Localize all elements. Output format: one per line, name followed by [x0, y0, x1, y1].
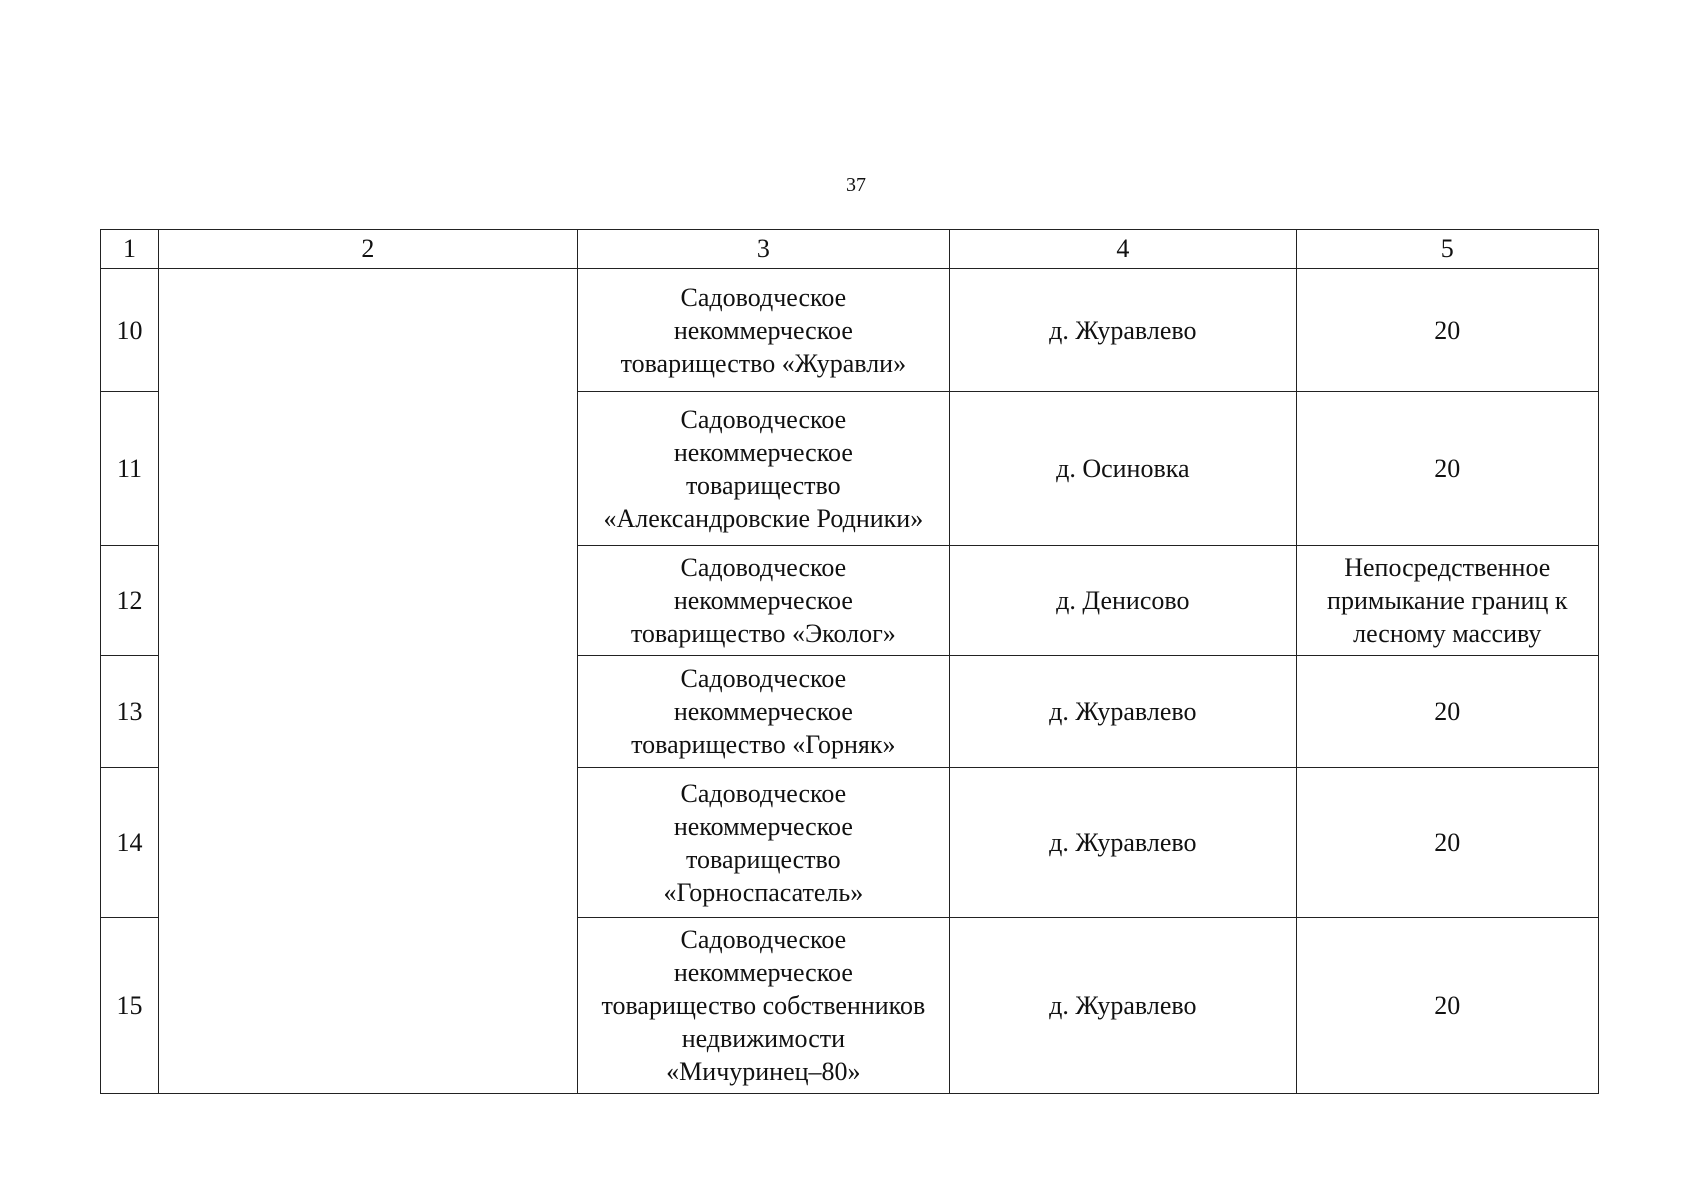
header-col-4: 4: [950, 230, 1296, 269]
data-table: [100, 229, 1599, 1094]
row-number: 11: [101, 392, 159, 546]
distance-text: Непосредственное примыкание границ к лесному массиву: [1327, 553, 1568, 648]
distance-text: 20: [1434, 697, 1461, 726]
header-col-5: 5: [1296, 230, 1598, 269]
header-col-1: 1: [101, 230, 159, 269]
location: д. Журавлево: [950, 768, 1296, 918]
distance: [1296, 546, 1598, 656]
header-col-3: 3: [577, 230, 949, 269]
row-number: 10: [101, 269, 159, 392]
location: д. Денисово: [950, 546, 1296, 656]
organization-name-text: Садоводческое некоммерческое товарищество собственников недвижимости «Мичуринец–80»: [601, 925, 926, 1086]
distance: [1296, 768, 1598, 918]
header-col-2: 2: [159, 230, 578, 269]
distance-text: 20: [1434, 454, 1461, 483]
organization-name-text: Садоводческое некоммерческое товарищество «Горноспасатель»: [663, 778, 864, 907]
distance: [1296, 269, 1598, 392]
page-number: 37: [846, 174, 866, 196]
organization-name-text: Садоводческое некоммерческое товарищество «Александровские Родники»: [603, 404, 924, 533]
location: д. Журавлево: [950, 918, 1296, 1094]
organization-name: [577, 656, 949, 768]
organization-name: [577, 918, 949, 1094]
organization-name: [577, 269, 949, 392]
distance: [1296, 656, 1598, 768]
organization-name-text: Садоводческое некоммерческое товарищество «Горняк»: [631, 664, 896, 759]
organization-name: [577, 546, 949, 656]
location: д. Осиновка: [950, 392, 1296, 546]
table-header-row: [101, 230, 1599, 269]
table-row: [101, 269, 1599, 392]
row-number: 13: [101, 656, 159, 768]
location: д. Журавлево: [950, 656, 1296, 768]
location: д. Журавлево: [950, 269, 1296, 392]
row-number: 14: [101, 768, 159, 918]
row-number: 12: [101, 546, 159, 656]
distance-text: 20: [1434, 315, 1461, 345]
distance: [1296, 918, 1598, 1094]
organization-name: [577, 768, 949, 918]
row-number: 15: [101, 918, 159, 1094]
organization-name: [577, 392, 949, 546]
organization-name-text: Садоводческое некоммерческое товарищество «Эколог»: [630, 553, 896, 648]
distance: [1296, 392, 1598, 546]
organization-name-text: Садоводческое некоммерческое товарищество «Журавли»: [620, 282, 907, 378]
distance-text: 20: [1434, 828, 1461, 857]
distance-text: 20: [1434, 991, 1461, 1020]
merged-col-2-cell: [159, 269, 578, 1094]
